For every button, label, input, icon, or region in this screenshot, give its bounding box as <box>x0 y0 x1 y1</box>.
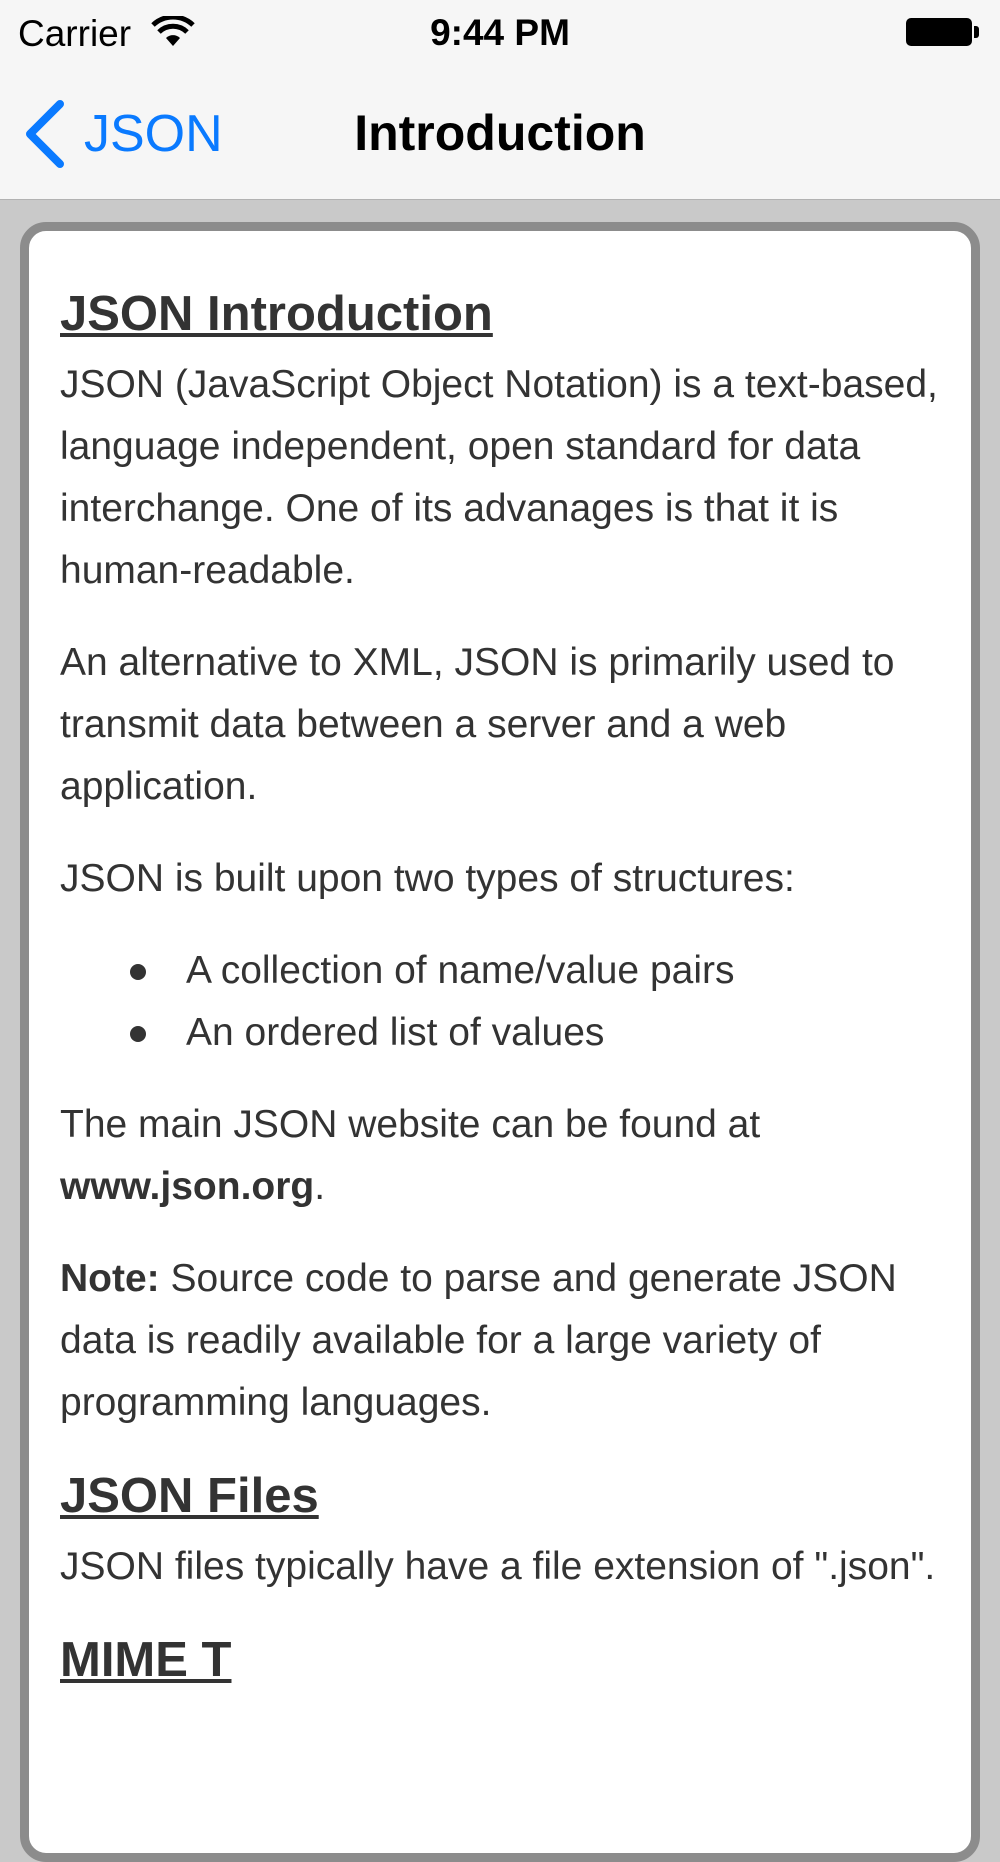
status-time: 9:44 PM <box>430 12 570 53</box>
section-heading-mime: MIME T <box>60 1633 232 1687</box>
page-title: Introduction <box>354 105 646 161</box>
website-text: The main JSON website can be found at <box>60 1103 761 1146</box>
website-link[interactable]: www.json.org <box>60 1165 315 1208</box>
carrier-label: Carrier <box>18 13 132 54</box>
status-bar <box>0 0 1000 66</box>
navigation-bar <box>0 66 1000 200</box>
section-heading-introduction: JSON Introduction <box>60 287 493 341</box>
battery-icon <box>906 18 972 46</box>
list-item: A collection of name/value pairs <box>130 940 960 1002</box>
website-period: . <box>314 1165 326 1208</box>
section-heading-files: JSON Files <box>60 1469 319 1523</box>
paragraph-website <box>60 1094 960 1218</box>
structures-list <box>60 940 960 1064</box>
list-item: An ordered list of values <box>130 1002 960 1064</box>
paragraph-alternative: An alternative to XML, JSON is primarily used to transmit data between a server and a web application. <box>60 641 895 808</box>
paragraph-structures: JSON is built upon two types of structures: <box>60 857 795 900</box>
note-label: Note: <box>60 1257 160 1300</box>
paragraph-file-extension: JSON files typically have a file extension of ".json". <box>60 1545 936 1588</box>
paragraph-definition: JSON (JavaScript Object Notation) is a text-based, language independent, open standard for data interchange. One of its advanages is that it is human-readable. <box>60 363 938 592</box>
note-text: Source code to parse and generate JSON data is readily available for a large variety of programming languages. <box>60 1257 897 1424</box>
article <box>60 282 960 1692</box>
paragraph-note <box>60 1248 960 1434</box>
content-web-view[interactable] <box>20 222 980 1862</box>
back-button-label: JSON <box>84 105 223 163</box>
battery-tip <box>974 26 979 38</box>
